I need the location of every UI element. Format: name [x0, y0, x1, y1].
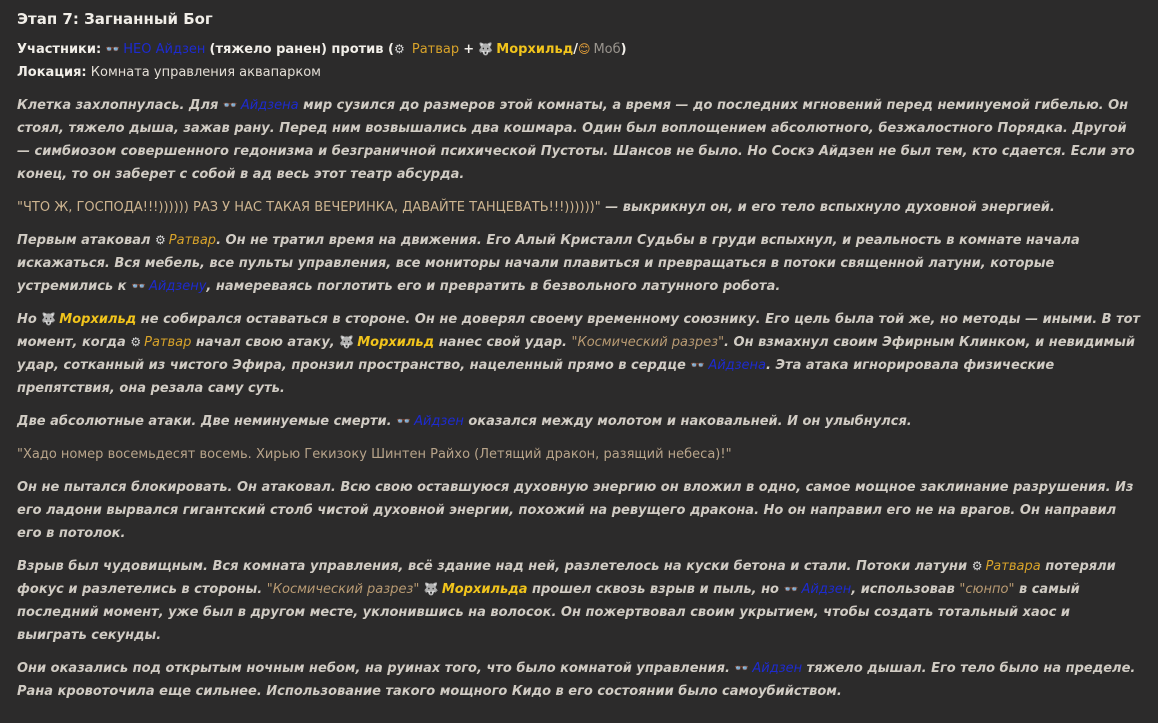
- location-label: Локация:: [17, 65, 87, 80]
- paragraph-2: [17, 196, 1142, 219]
- slash-sign: /: [573, 42, 578, 57]
- paragraph-1: [17, 94, 1142, 186]
- wolf-icon: 🐺: [41, 312, 57, 326]
- paragraph-4: [17, 308, 1142, 400]
- glasses-icon: 👓: [734, 661, 750, 675]
- glasses-icon: 👓: [396, 414, 412, 428]
- wolf-icon: 🐺: [423, 582, 439, 596]
- gear-icon: ⚙: [971, 559, 983, 573]
- text: . Он взмахнул своим Эфирным Клинком, и невидимый удар, сотканный из чистого Эфира, пронзил пространство, нацеленный прямо в сердце: [17, 335, 1135, 373]
- shout-quote: "ЧТО Ж, ГОСПОДА!!!)))))) РАЗ У НАС ТАКАЯ ВЕЧЕРИНКА, ДАВАЙТЕ ТАНЦЕВАТЬ!!!))))))": [17, 200, 601, 215]
- wolf-icon: 🐺: [478, 42, 494, 56]
- text: — выкрикнул он, и его тело вспыхнуло духовной энергией.: [605, 200, 1055, 215]
- aizen-name: Айдзену: [148, 279, 207, 294]
- attack-name: "Космический разрез": [266, 582, 420, 597]
- text: в самый последний момент, уже был в другом месте, уклонившись на волосок. Он пожертвовал своим укрытием, чтобы создать тотальный хаос и выиграть секунды.: [17, 582, 1080, 643]
- text: Взрыв был чудовищным. Вся комната управления, всё здание над ней, разлетелось на куски бетона и стали. Потоки латуни: [17, 559, 968, 574]
- aizen-name: Айдзен: [752, 661, 803, 676]
- aizen-name: Айдзена: [708, 358, 767, 373]
- ratvar-name: Ратвар: [168, 233, 217, 248]
- text: не собирался оставаться в стороне. Он не доверял своему временному союзнику. Его цель была той же, но методы — иными. В тот момент, когда: [17, 312, 1141, 350]
- stage-title: Этап 7: Загнанный Бог: [17, 10, 213, 28]
- text: прошел сквозь взрыв и пыль, но: [532, 582, 779, 597]
- glasses-icon: 👓: [131, 279, 146, 293]
- paragraph-3: [17, 229, 1142, 298]
- text: , намереваясь поглотить его и превратить в безвольного латунного робота.: [206, 279, 781, 294]
- text: Клетка захлопнулась. Для: [17, 98, 219, 113]
- text: оказался между молотом и наковальней. И он улыбнулся.: [468, 414, 912, 429]
- text: мир сузился до размеров этой комнаты, а время — до последних мгновений перед неминуемой гибелью. Он стоял, тяжело дыша, зажав рану. Перед ним возвышались два кошмара. Один был воплощением абсолютного, безжалостного Порядка. Другой — симбиозом совершенного гедонизма и безграничной психической Пустоты. Шансов не было. Но Соскэ Айдзен не был тем, кто сдается. Если это конец, то он заберет с собой в ад весь этот театр абсурда.: [17, 98, 1135, 182]
- paragraph-8: [17, 555, 1142, 647]
- glasses-icon: 👓: [222, 98, 238, 112]
- text: Первым атаковал: [17, 233, 151, 248]
- text: Две абсолютные атаки. Две неминуемые смерти.: [17, 414, 392, 429]
- location-line: [17, 61, 1142, 84]
- ratvar-name: Ратвар: [144, 335, 192, 350]
- text: Но: [17, 312, 37, 327]
- text: . Эта атака игнорировала физические препятствия, она резала саму суть.: [17, 358, 1055, 396]
- close-paren: ): [620, 42, 627, 57]
- text: . Он не тратил время на движения. Его Алый Кристалл Судьбы в груди вспыхнул, и реальность в комнате начала искажаться. Вся мебель, все пульты управления, все мониторы начали плавиться и превращаться в потоки священной латуни, которые устремились к: [17, 233, 1080, 294]
- paragraph-5: [17, 410, 1142, 433]
- location-value: Комната управления аквапарком: [90, 65, 321, 80]
- face-icon: 😊: [577, 42, 591, 56]
- plus-sign: +: [463, 42, 475, 57]
- aizen-name: НЕО Айдзен: [123, 42, 206, 57]
- technique-name: "сюнпо": [959, 582, 1015, 597]
- morhild-name: Морхильд: [59, 312, 137, 327]
- attack-name: "Космический разрез": [571, 335, 725, 350]
- paragraph-9: [17, 657, 1142, 703]
- text: потеряли фокус и разлетелись в стороны.: [17, 559, 1116, 597]
- ratvar-name: Ратвар: [411, 42, 460, 57]
- morhild-name: Морхильда: [441, 582, 528, 597]
- mob-name: Моб: [593, 42, 621, 57]
- text: , использовав: [851, 582, 955, 597]
- morhild-name: Морхильд: [496, 42, 574, 57]
- glasses-icon: 👓: [783, 582, 799, 596]
- ratvar-name: Ратвара: [985, 559, 1041, 574]
- text: нанес свой удар.: [438, 335, 567, 350]
- paragraph-6-incantation: [17, 443, 1142, 466]
- text: тяжело дышал. Его тело было на пределе. Рана кровоточила еще сильнее. Использование такого мощного Кидо в его состоянии было самоубийством.: [17, 661, 1136, 699]
- gear-icon: ⚙: [393, 42, 405, 56]
- morhild-name: Морхильд: [357, 335, 435, 350]
- text: Они оказались под открытым ночным небом, на руинах того, что было комнатой управления.: [17, 661, 730, 676]
- participants-line: [17, 38, 1142, 61]
- glasses-icon: 👓: [690, 358, 706, 372]
- aizen-name: Айдзен: [801, 582, 852, 597]
- glasses-icon: 👓: [105, 42, 121, 56]
- aizen-name: Айдзен: [414, 414, 464, 429]
- gear-icon: ⚙: [155, 233, 166, 247]
- incantation-quote: "Хадо номер восемьдесят восемь. Хирью Гекизоку Шинтен Райхо (Летящий дракон, разящий небеса)!": [17, 447, 732, 462]
- gear-icon: ⚙: [130, 335, 142, 349]
- aizen-name: Айдзена: [240, 98, 299, 113]
- status-text: (тяжело ранен) против (: [209, 42, 394, 57]
- paragraph-7: [17, 476, 1142, 545]
- text: начал свою атаку,: [195, 335, 335, 350]
- participants-label: Участники:: [17, 42, 102, 57]
- text: Он не пытался блокировать. Он атаковал. Всю свою оставшуюся духовную энергию он вложил в одно, самое мощное заклинание разрушения. Из его ладони вырвался гигантский столб чистой духовной энергии, похожий на ревущего дракона. Но он направил его не на врагов. Он направил его в потолок.: [17, 480, 1134, 541]
- wolf-icon: 🐺: [339, 335, 355, 349]
